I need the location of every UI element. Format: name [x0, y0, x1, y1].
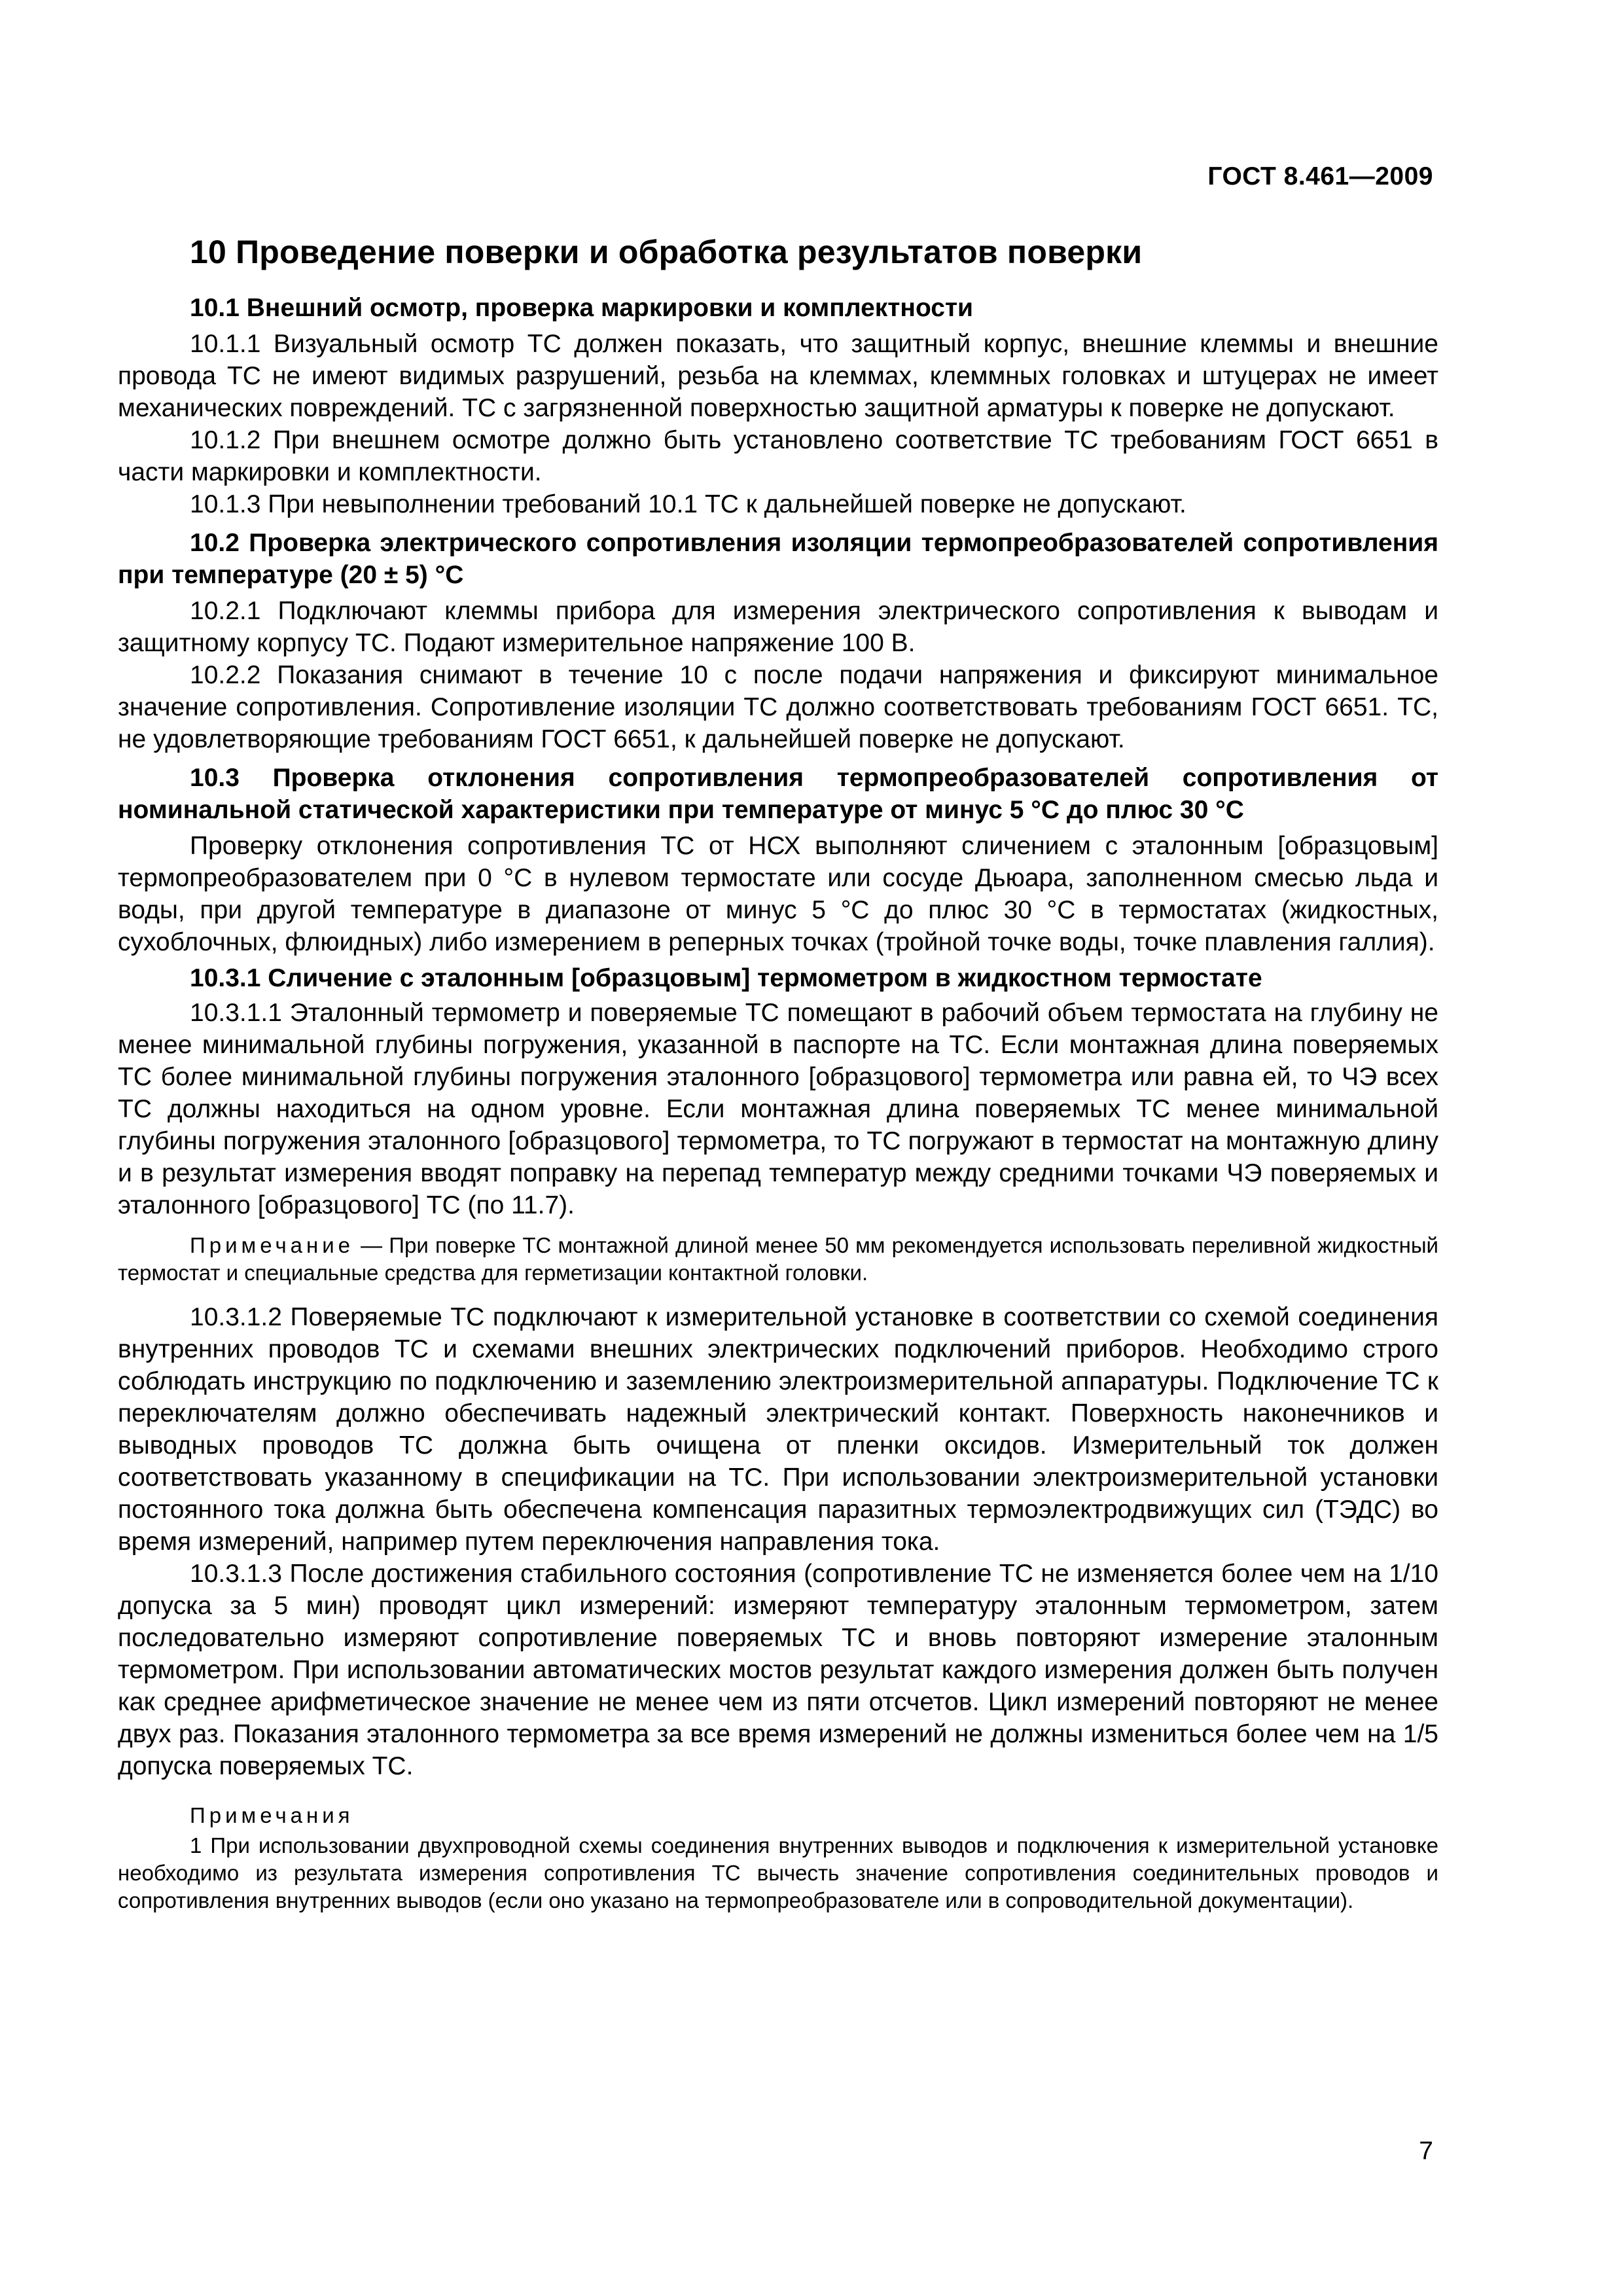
paragraph-10-3-1-2: 10.3.1.2 Поверяемые ТС подключают к измерительной установке в соответствии со схемой соединения внутренних проводов ТС и схемами внешних электрических подключений приборов. Необходимо строго соблюдать инструкцию по подключению и заземлению электроизмерительной аппаратуры. Подключение ТС к переключателям должно обеспечивать надежный электрический контакт. Поверхность наконечников и выводных проводов ТС должна быть очищена от пленки оксидов. Измерительный ток должен соответствовать указанному в спецификации на ТС. При использовании электроизмерительной установки постоянного тока должна быть обеспечена компенсация паразитных термоэлектродвижущих сил (ТЭДС) во время измерений, например путем переключения направления тока.: [118, 1303, 1438, 1556]
subsection-10-1-title: 10.1 Внешний осмотр, проверка маркировки и комплектности: [190, 294, 974, 322]
subsection-10-3-title: 10.3 Проверка отклонения сопротивления термопреобразователей сопротивления от номинальной статической характеристики при температуре от минус 5 °С до плюс 30 °С: [118, 764, 1438, 824]
page-content: [118, 229, 1438, 1914]
note-label: Примечание: [190, 1233, 355, 1257]
paragraph-10-1-3: 10.1.3 При невыполнении требований 10.1 ТС к дальнейшей поверке не допускают.: [190, 490, 1186, 518]
note-block: [118, 1232, 1438, 1287]
note-item-1: 1 При использовании двухпроводной схемы соединения внутренних выводов и подключения к измерительной установке необходимо из результата измерения сопротивления ТС вычесть значение сопротивления соединительных проводов и сопротивления внутренних выводов (если оно указано на термопреобразователе или в сопроводительной документации).: [118, 1833, 1438, 1912]
notes-label: Примечания: [190, 1803, 354, 1827]
subsection-10-2-title: 10.2 Проверка электрического сопротивления изоляции термопреобразователей сопротивления при температуре (20 ± 5) °С: [118, 529, 1438, 589]
paragraph-10-2-2: 10.2.2 Показания снимают в течение 10 с после подачи напряжения и фиксируют минимальное значение сопротивления. Сопротивление изоляции ТС должно соответствовать требованиям ГОСТ 6651. ТС, не удовлетворяющие требованиям ГОСТ 6651, к дальнейшей поверке не допускают.: [118, 661, 1438, 753]
section-title: 10 Проведение поверки и обработка результатов поверки: [190, 234, 1143, 270]
note-text: — При поверке ТС монтажной длиной менее 50 мм рекомендуется использовать переливной жидкостный термостат и специальные средства для герметизации контактной головки.: [118, 1233, 1438, 1285]
paragraph-10-2-1: 10.2.1 Подключают клеммы прибора для измерения электрического сопротивления к выводам и защитному корпусу ТС. Подают измерительное напряжение 100 В.: [118, 597, 1438, 657]
paragraph-10-3-1-1: 10.3.1.1 Эталонный термометр и поверяемые ТС помещают в рабочий объем термостата на глубину не менее минимальной глубины погружения, указанной в паспорте на ТС. Если монтажная длина поверяемых ТС более минимальной глубины погружения эталонного [образцового] термометра или равна ей, то ЧЭ всех ТС должны находиться на одном уровне. Если монтажная длина поверяемых ТС менее минимальной глубины погружения эталонного [образцового] термометра, то ТС погружают в термостат на монтажную длину и в результат измерения вводят поправку на перепад температур между средними точками ЧЭ поверяемых и эталонного [образцового] ТС (по 11.7).: [118, 999, 1438, 1219]
subsection-10-3-1-title: 10.3.1 Сличение с эталонным [образцовым] термометром в жидкостном термостате: [190, 964, 1262, 992]
paragraph-10-1-1: 10.1.1 Визуальный осмотр ТС должен показать, что защитный корпус, внешние клеммы и внешние провода ТС не имеют видимых разрушений, резьба на клеммах, клеммных головках и штуцерах не имеет механических повреждений. ТС с загрязненной поверхностью защитной арматуры к поверке не допускают.: [118, 330, 1438, 422]
paragraph-10-3-intro: Проверку отклонения сопротивления ТС от НСХ выполняют сличением с эталонным [образцовым] термопреобразователем при 0 °С в нулевом термостате или сосуде Дьюара, заполненном смесью льда и воды, при другой температуре в диапазоне от минус 5 °С до плюс 30 °С в термостатах (жидкостных, сухоблочных, флюидных) либо измерением в реперных точках (тройной точке воды, точке плавления галлия).: [118, 832, 1438, 956]
page-number: 7: [1419, 2137, 1433, 2165]
document-code: ГОСТ 8.461—2009: [1207, 162, 1433, 190]
paragraph-10-3-1-3: 10.3.1.3 После достижения стабильного состояния (сопротивление ТС не изменяется более чем на 1/10 допуска за 5 мин) проводят цикл измерений: измеряют температуру эталонным термометром, затем последовательно измеряют сопротивление поверяемых ТС и вновь повторяют измерение эталонным термометром. При использовании автоматических мостов результат каждого измерения должен быть получен как среднее арифметическое значение не менее чем из пяти отсчетов. Цикл измерений повторяют не менее двух раз. Показания эталонного термометра за все время измерений не должны измениться более чем на 1/5 допуска поверяемых ТС.: [118, 1560, 1438, 1780]
paragraph-10-1-2: 10.1.2 При внешнем осмотре должно быть установлено соответствие ТС требованиям ГОСТ 6651 в части маркировки и комплектности.: [118, 426, 1438, 486]
